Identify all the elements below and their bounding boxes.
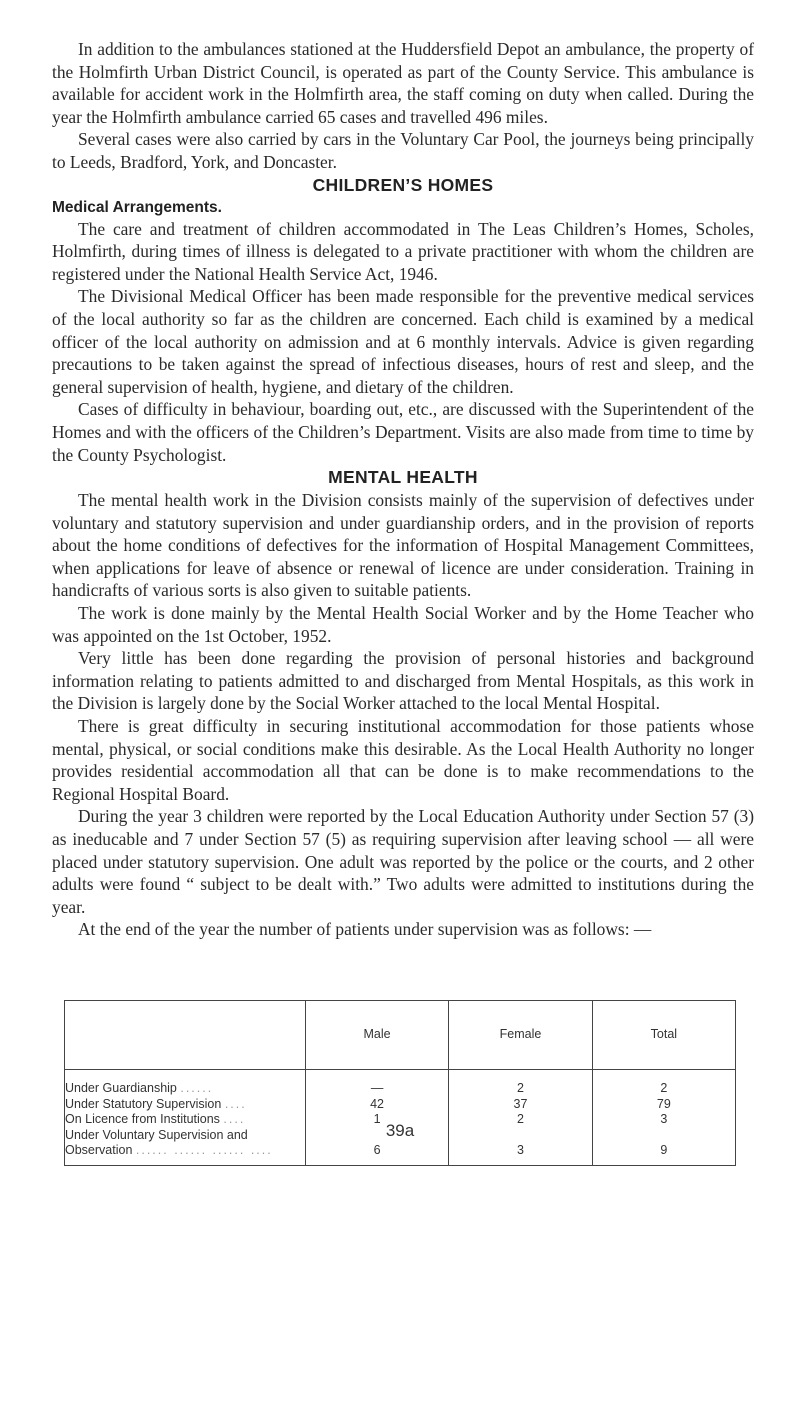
row-label: Observation <box>65 1143 133 1157</box>
leader-dots: .... <box>223 1112 246 1126</box>
cell-female: 2 <box>449 1070 593 1097</box>
paragraph: The care and treatment of children accommodated in The Leas Children’s Homes, Scholes, Holmfirth, during times of illness is delegated to a private practitioner with whom the children are registered under the National Health Service Act, 1946. <box>52 218 754 284</box>
table-header-label <box>65 1001 306 1070</box>
paragraph: Several cases were also carried by cars in the Voluntary Car Pool, the journeys being principally to Leeds, Bradford, York, and Doncaster. <box>52 129 754 172</box>
cell-total: 2 <box>592 1070 735 1097</box>
cell-male: 1 <box>305 1112 448 1128</box>
paragraph: The work is done mainly by the Mental Health Social Worker and by the Home Teacher who was appointed on the 1st October, 1952. <box>52 603 754 646</box>
cell-total: 3 <box>592 1112 735 1128</box>
row-label: On Licence from Institutions <box>65 1112 220 1126</box>
paragraph: During the year 3 children were reported by the Local Education Authority under Section 57 (3) as ineducable and 7 under Section 57 (5) as requiring supervision after leaving school — all were placed under statutory supervision. One adult was reported by the police or the courts, and 2 other adults were found “ subject to be dealt with.” Two adults were admitted to institutions during the year. <box>52 806 754 917</box>
cell-total: 79 <box>592 1097 735 1113</box>
row-label: Under Statutory Supervision <box>65 1096 222 1111</box>
cell-female: 37 <box>449 1097 593 1113</box>
row-label: Under Voluntary Supervision and <box>65 1127 248 1142</box>
paragraph: Cases of difficulty in behaviour, boarding out, etc., are discussed with the Superintendent of the Homes and with the officers of the Children’s Department. Visits are also made from time to time by the County Psychologist. <box>52 399 754 465</box>
paragraph: Very little has been done regarding the provision of personal histories and background information relating to patients admitted to and discharged from Mental Hospitals, as this work in the Division is largely done by the Social Worker attached to the local Mental Hospital. <box>52 648 754 714</box>
cell-male: 6 <box>305 1143 448 1165</box>
table-row <box>65 1097 736 1113</box>
cell-female: 2 <box>449 1112 593 1128</box>
leader-dots: .... <box>224 1096 247 1111</box>
table-header-male: Male <box>305 1001 448 1070</box>
table-header-row <box>65 1001 736 1070</box>
paragraph: At the end of the year the number of patients under supervision was as follows: — <box>78 919 652 940</box>
cell-male: — <box>305 1070 448 1097</box>
table-header-total: Total <box>592 1001 735 1070</box>
table-header-female: Female <box>449 1001 593 1070</box>
cell-female: 3 <box>449 1143 593 1165</box>
paragraph: The mental health work in the Division consists mainly of the supervision of defectives under voluntary and statutory supervision and under guardianship orders, and in the provision of reports about the home conditions of defectives for the information of Hospital Management Committees, when applications for leave of absence or renewal of licence are under consideration. Training in handicrafts of various sorts is also given to suitable patients. <box>52 490 754 601</box>
leader-dots: ...... <box>180 1081 214 1095</box>
row-label: Under Guardianship <box>65 1081 177 1095</box>
page-number: 39a <box>385 1121 415 1140</box>
section-heading-childrens-homes: CHILDREN’S HOMES <box>312 174 494 195</box>
section-heading-mental-health: MENTAL HEALTH <box>328 467 478 488</box>
table-row <box>65 1143 736 1165</box>
paragraph: In addition to the ambulances stationed at the Huddersfield Depot an ambulance, the property of the Holmfirth Urban District Council, is operated as part of the County Service. This ambulance is available for accident work in the Holmfirth area, the staff coming on duty when called. During the year the Holmfirth ambulance carried 65 cases and travelled 496 miles. <box>52 39 754 127</box>
paragraph: There is great difficulty in securing institutional accommodation for those patients whose mental, physical, or social conditions make this desirable. As the Local Health Authority no longer provides residential accommodation all that can be done is to make recommendations to the Regional Hospital Board. <box>52 716 754 804</box>
cell-total: 9 <box>592 1143 735 1165</box>
cell-male: 42 <box>305 1097 448 1113</box>
paragraph: The Divisional Medical Officer has been made responsible for the preventive medical services of the local authority so far as the children are concerned. Each child is examined by a medical officer of the local authority on admission and at 6 monthly intervals. Advice is given regarding precautions to be taken against the spread of infectious diseases, hours of rest and sleep, and the general supervision of health, hygiene, and dietary of the children. <box>52 286 754 397</box>
table-row <box>65 1070 736 1097</box>
subheading-medical-arrangements: Medical Arrangements. <box>52 198 222 216</box>
leader-dots: ...... ...... ...... .... <box>135 1143 273 1157</box>
document-page <box>52 38 754 941</box>
